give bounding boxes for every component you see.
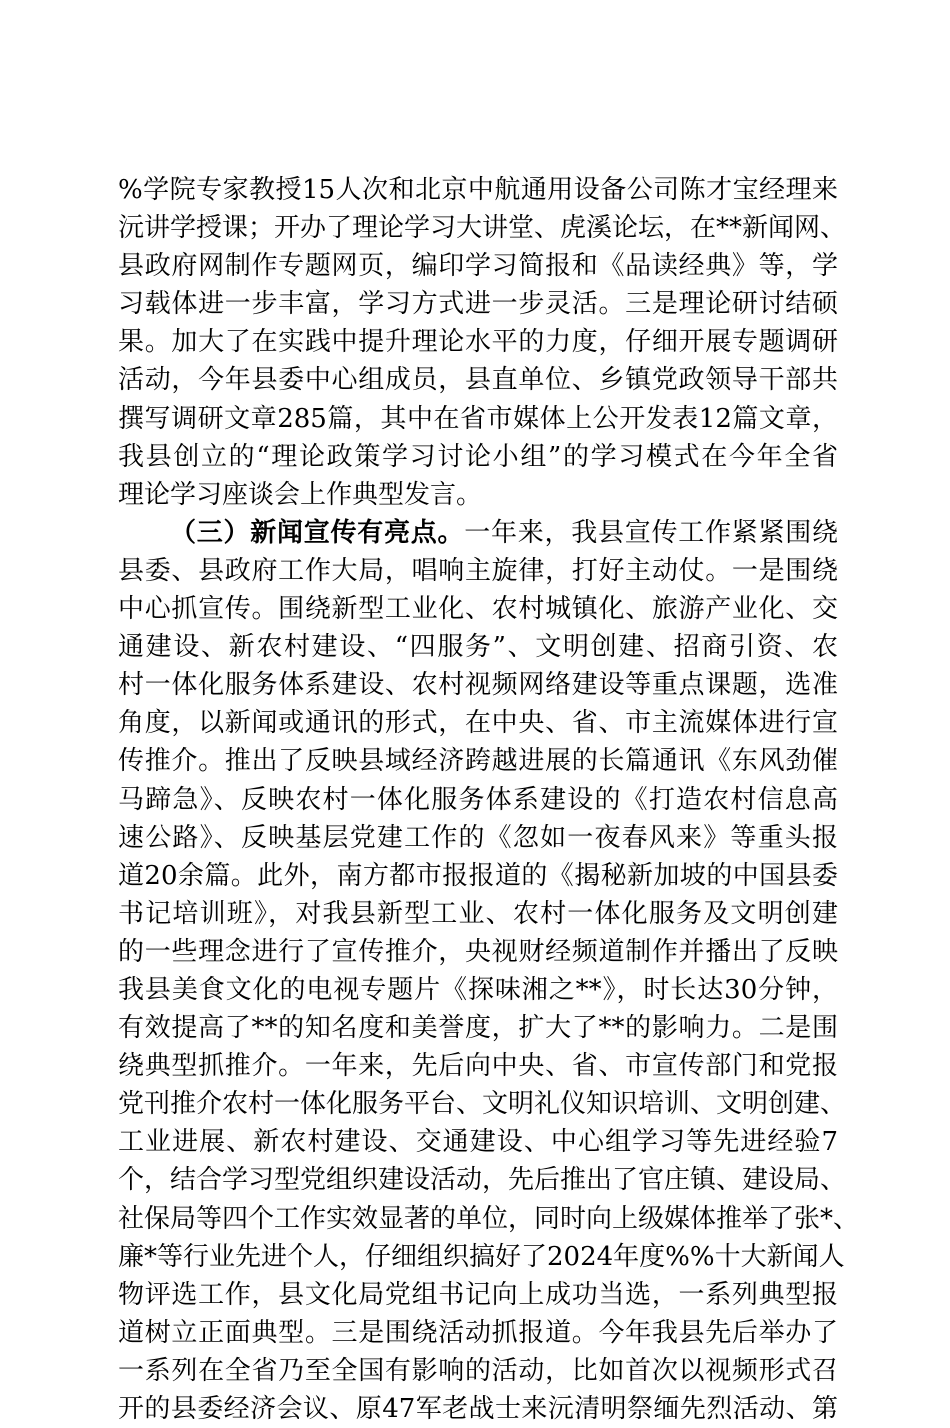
section-heading: （三）新闻宣传有亮点。 (170, 517, 465, 548)
text-line: 沅讲学授课；开办了理论学习大讲堂、虎溪论坛，在**新闻网、 (118, 213, 847, 244)
text-line: 物评选工作，县文化局党组书记向上成功当选，一系列典型报 (118, 1279, 838, 1310)
text-line: 撰写调研文章285篇，其中在省市媒体上公开发表12篇文章， (118, 403, 838, 434)
text-line: %学院专家教授15人次和北京中航通用设备公司陈才宝经理来 (118, 175, 838, 205)
text-line: 马蹄急》、反映农村一体化服务体系建设的《打造农村信息高 (118, 784, 838, 815)
text-line: 县政府网制作专题网页，编印学习简报和《品读经典》等，学 (118, 251, 838, 282)
text-line: 工业进展、新农村建设、交通建设、中心组学习等先进经验7 (118, 1127, 838, 1158)
text-line: 理论学习座谈会上作典型发言。 (118, 479, 483, 510)
text-line: 通建设、新农村建设、“四服务”、文明创建、招商引资、农 (118, 632, 838, 663)
text-line: 果。加大了在实践中提升理论水平的力度，仔细开展专题调研 (118, 327, 838, 358)
text-line: 村一体化服务体系建设、农村视频网络建设等重点课题，选准 (118, 670, 838, 701)
text-line: 的一些理念进行了宣传推介，央视财经频道制作并播出了反映 (118, 936, 838, 967)
paragraph-news-publicity (118, 514, 860, 1428)
text-line: 速公路》、反映基层党建工作的《忽如一夜春风来》等重头报 (118, 822, 838, 853)
text-line: 传推介。推出了反映县域经济跨越进展的长篇通讯《东风劲催 (118, 746, 838, 777)
text-line: 社保局等四个工作实效显著的单位，同时向上级媒体推举了张*、 (118, 1203, 860, 1234)
text-line: 县委、县政府工作大局，唱响主旋律，打好主动仗。一是围绕 (118, 555, 838, 586)
text-line: 角度，以新闻或通讯的形式，在中央、省、市主流媒体进行宣 (118, 708, 838, 739)
text-line: 有效提高了**的知名度和美誉度，扩大了**的影响力。二是围 (118, 1013, 838, 1044)
text-line: 绕典型抓推介。一年来，先后向中央、省、市宣传部门和党报 (118, 1051, 838, 1082)
text-line: 廉*等行业先进个人，仔细组织搞好了2024年度%%十大新闻人 (118, 1241, 845, 1272)
text-run: 一年来，我县宣传工作紧紧围绕 (464, 517, 838, 548)
text-line: 一系列在全省乃至全国有影响的活动，比如首次以视频形式召 (118, 1355, 838, 1386)
body-text (118, 171, 860, 1428)
paragraph-theory-study (118, 171, 847, 514)
text-line: 开的县委经济会议、原47军老战士来沅清明祭缅先烈活动、第 (118, 1394, 838, 1424)
text-line: 活动，今年县委中心组成员，县直单位、乡镇党政领导干部共 (118, 365, 838, 396)
text-line: 道树立正面典型。三是围绕活动抓报道。今年我县先后举办了 (118, 1317, 838, 1348)
text-line: 个，结合学习型党组织建设活动，先后推出了官庄镇、建设局、 (118, 1165, 847, 1196)
text-line: 习载体进一步丰富，学习方式进一步灵活。三是理论研讨结硕 (118, 289, 838, 320)
text-line: 中心抓宣传。围绕新型工业化、农村城镇化、旅游产业化、交 (118, 594, 838, 625)
text-line: 我县创立的“理论政策学习讨论小组”的学习模式在今年全省 (118, 441, 838, 472)
text-line: 党刊推介农村一体化服务平台、文明礼仪知识培训、文明创建、 (118, 1089, 847, 1120)
text-line: 书记培训班》，对我县新型工业、农村一体化服务及文明创建 (118, 898, 838, 929)
text-line (118, 514, 838, 552)
text-line: 我县美食文化的电视专题片《探味湘之**》，时长达30分钟， (118, 974, 838, 1005)
text-line: 道20余篇。此外，南方都市报报道的《揭秘新加坡的中国县委 (118, 860, 838, 891)
